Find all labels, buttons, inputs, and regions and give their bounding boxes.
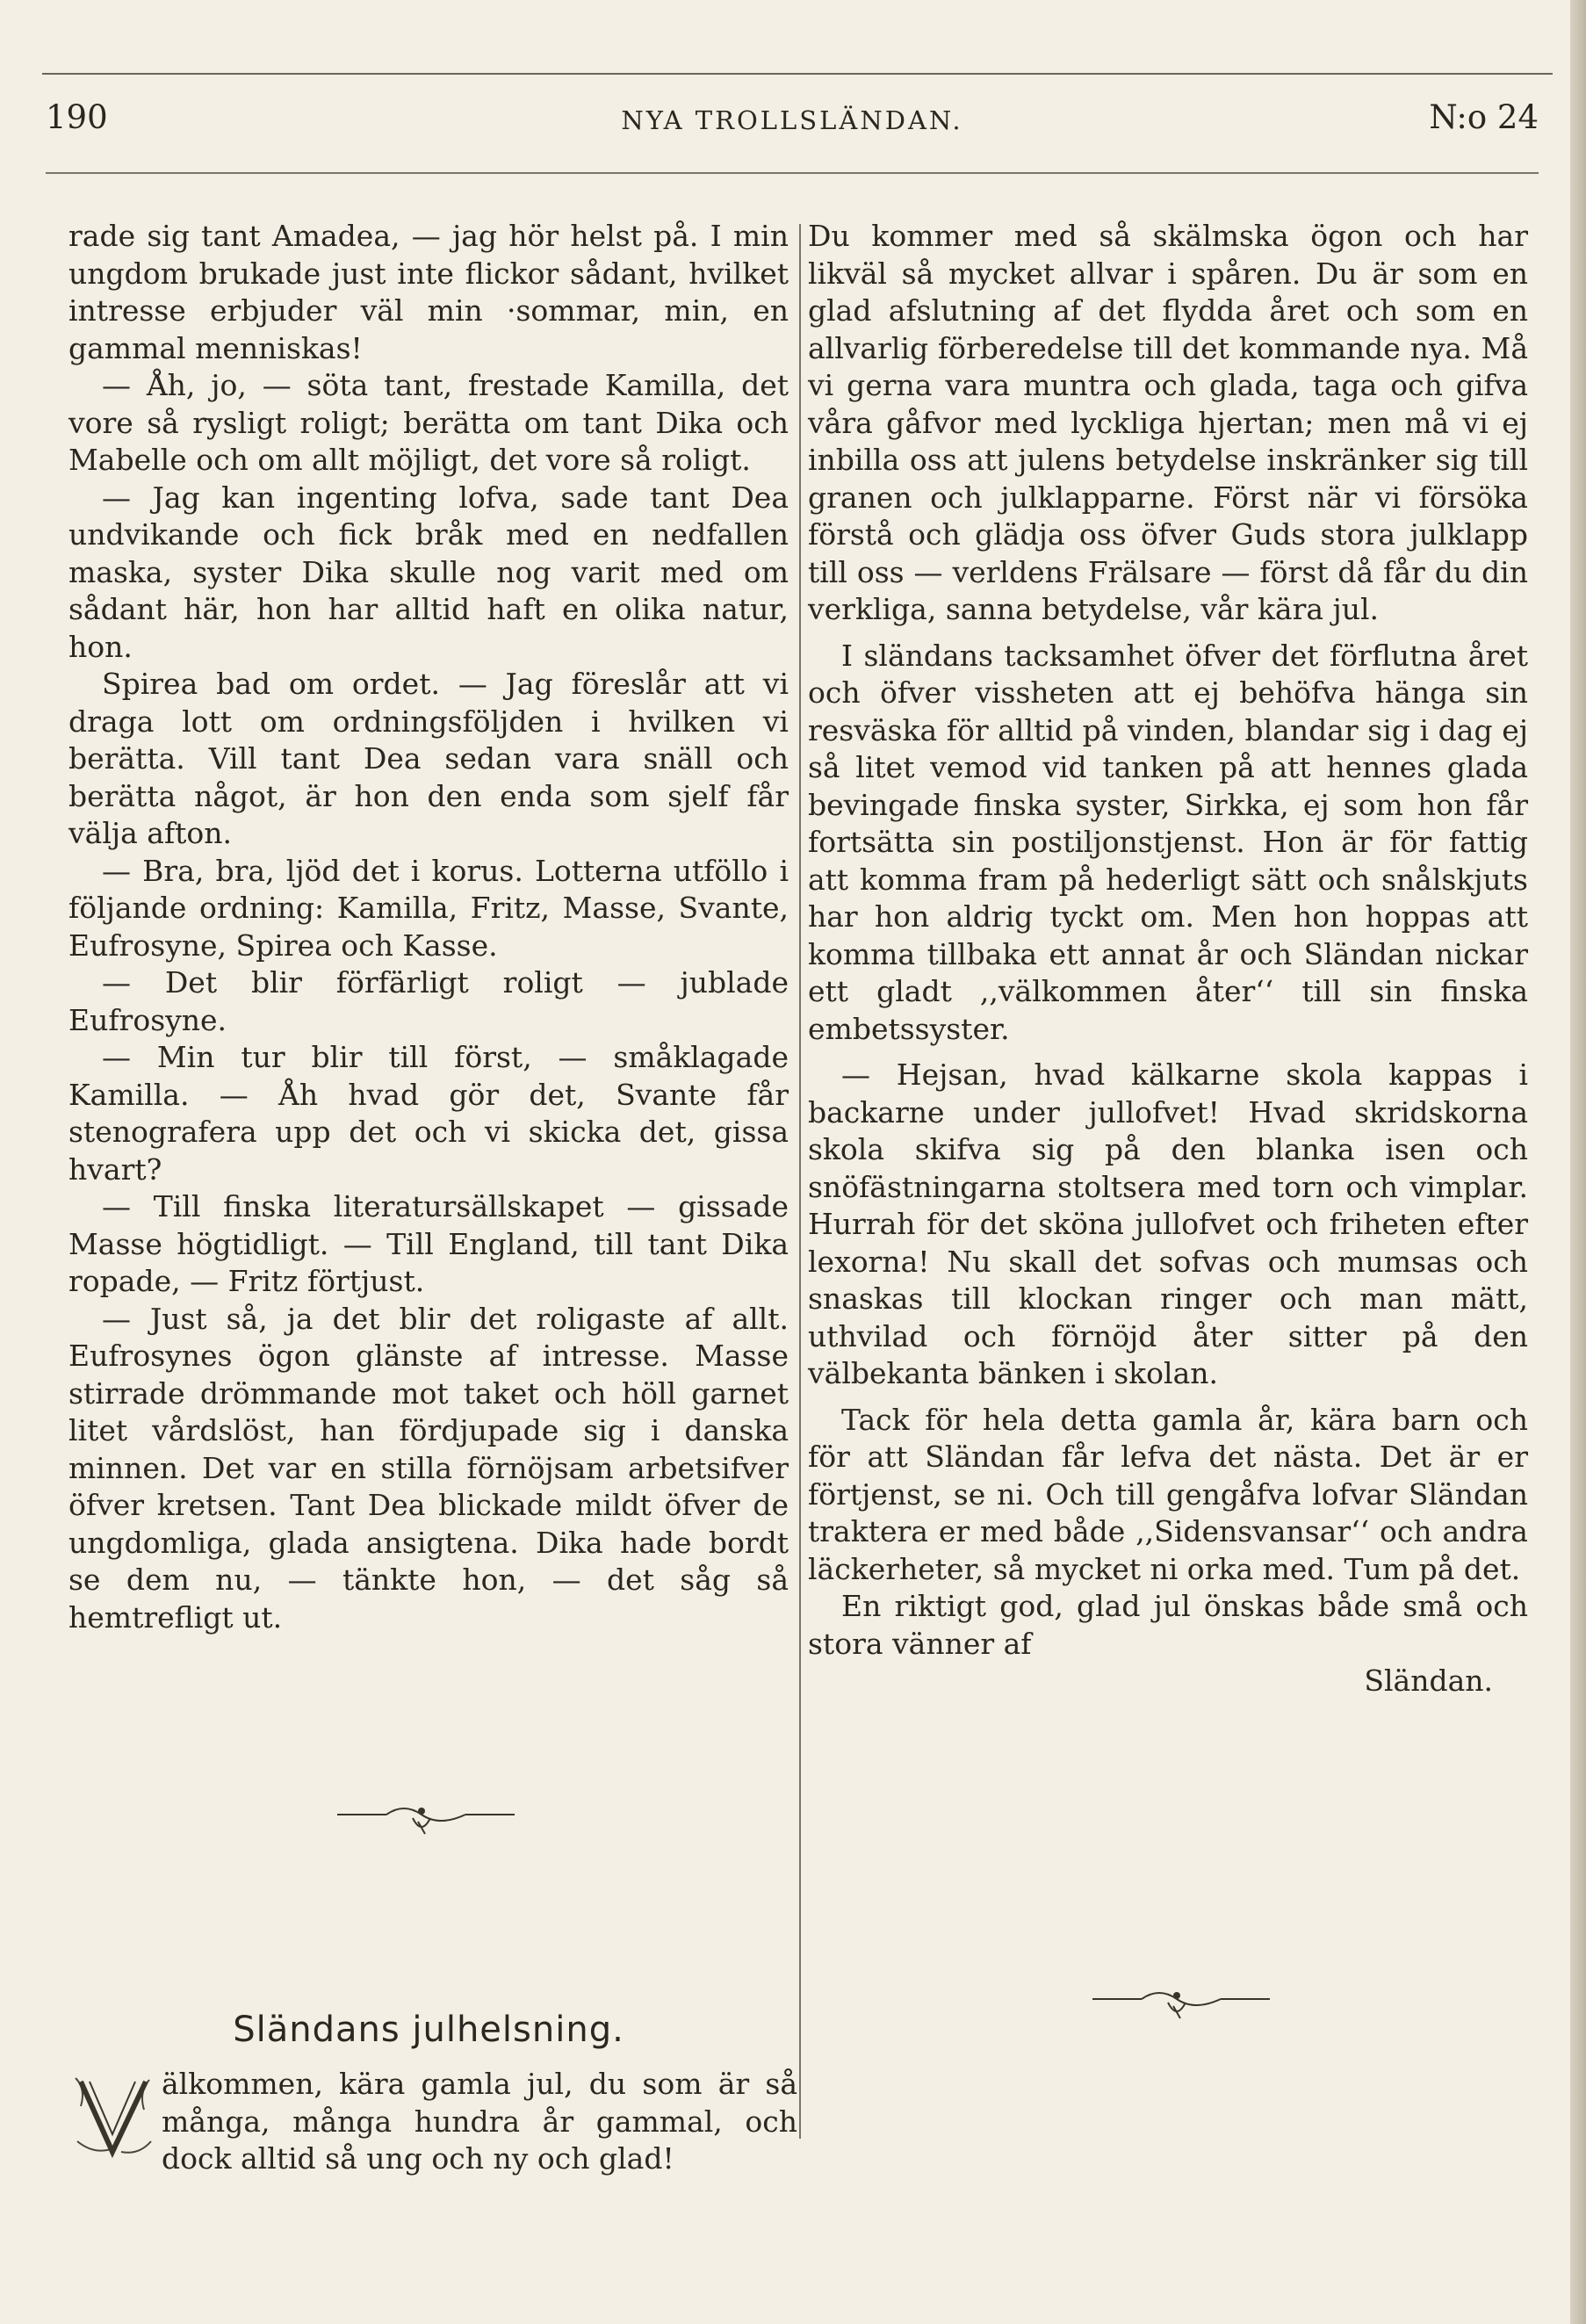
greeting-paragraph — [68, 2066, 797, 2178]
paragraph: rade sig tant Amadea, — jag hör helst på. I min ungdom brukade just inte flickor sådant, hvilket intresse erbjuder väl min ·sommar, min, en gammal menniskas! — [68, 219, 789, 365]
paragraph: — Hejsan, hvad kälkarne skola kappas i backarne under jullofvet! Hvad skridskorna skola skifva sig på den blanka isen och snöfästningarna stoltsera med torn och vimplar. Hurrah för det sköna jullofvet och friheten efter lexorna! Nu skall det sofvas och mumsas och snaskas till klockan ringer och man mätt, uthvilad och förnöjd åter sitter på den välbekanta bänken i skolan. — [808, 1057, 1528, 1390]
left-column — [68, 218, 789, 1636]
ornament-divider-icon — [334, 1799, 518, 1837]
paragraph: — Bra, bra, ljöd det i korus. Lotterna utföllo i följande ordning: Kamilla, Fritz, Masse, Svante, Eufrosyne, Spirea och Kasse. — [68, 853, 789, 963]
paragraph: Du kommer med så skälmska ögon och har likväl så mycket allvar i spåren. Du är som en glad afslutning af det flydda året och som en allvarlig förberedelse till det kommande nya. Må vi gerna vara muntra och glada, taga och gifva våra gåfvor med lyckliga hjertan; men må vi ej inbilla oss att julens betydelse inskränker sig till granen och julklapparne. Först när vi försöka förstå och glädja oss öfver Guds stora julklapp till oss — verldens Frälsare — först då får du din verkliga, sanna betydelse, vår kära jul. — [808, 219, 1528, 626]
journal-title: NYA TROLLSLÄNDAN. — [621, 105, 963, 135]
paragraph: I sländans tacksamhet öfver det förflutna året och öfver vissheten att ej behöfva hänga sin resväska för alltid på vinden, blandar sig i dag ej så litet vemod vid tanken på att hennes glada bevingade finska syster, Sirkka, ej som hon får fortsätta sin postiljonstjenst. Hon är för fattig att komma fram på hederligt sätt och snålskjuts har hon aldrig tyckt om. Men hon hoppas att komma tillbaka ett annat år och Sländan nickar ett gladt ,,välkommen åter‘‘ till sin finska embetssyster. — [808, 638, 1528, 1046]
greeting-text: älkommen, kära gamla jul, du som är så många, många hundra år gammal, och dock alltid så ung och ny och glad! — [162, 2067, 797, 2176]
section-heading: Sländans julhelsning. — [233, 2010, 624, 2050]
paragraph: — Det blir förfärligt roligt — jublade Eufrosyne. — [68, 965, 789, 1037]
ornament-divider-icon — [1089, 1983, 1273, 2022]
right-column — [808, 218, 1528, 1700]
paragraph: Spirea bad om ordet. — Jag föreslår att vi draga lott om ordningsföljden i hvilken vi berätta. Vill tant Dea sedan vara snäll och berätta något, är hon den enda som sjelf får välja afton. — [68, 667, 789, 850]
column-divider — [799, 224, 801, 2139]
paragraph: — Just så, ja det blir det roligaste af allt. Eufrosynes ögon glänste af intresse. Masse stirrade drömmande mot taket och höll garnet litet vårdslöst, han fördjupade sig i danska minnen. Det var en stilla förnöjsam arbetsifver öfver kretsen. Tant Dea blickade mildt öfver de ungdomliga, glada ansigtena. Dika hade bordt se dem nu, — tänkte hon, — det såg så hemtrefligt ut. — [68, 1301, 789, 1635]
page-number: 190 — [46, 98, 108, 136]
top-border-line — [42, 73, 1553, 75]
paragraph: — Min tur blir till först, — småklagade Kamilla. — Åh hvad gör det, Svante får stenografera upp det och vi skicka det, gissa hvart? — [68, 1040, 789, 1187]
signature: Sländan. — [1364, 1664, 1493, 1698]
paragraph: — Till finska literatursällskapet — gissade Masse högtidligt. — Till England, till tant Dika ropade, — Fritz förtjust. — [68, 1189, 789, 1298]
dropcap-v-icon — [68, 2071, 156, 2159]
paragraph: — Jag kan ingenting lofva, sade tant Dea undvikande och fick bråk med en nedfallen maska, syster Dika skulle nog varit med om sådant här, hon har alltid haft en olika natur, hon. — [68, 480, 789, 664]
paragraph: Tack för hela detta gamla år, kära barn och för att Sländan får lefva det nästa. Det är er förtjenst, se ni. Och till gengåfva lofvar Sländan traktera er med både ,,Sidensvansar‘‘ och andra läckerheter, så mycket ni orka med. Tum på det. — [808, 1402, 1528, 1586]
paragraph: — Åh, jo, — söta tant, frestade Kamilla, det vore så rysligt roligt; berätta om tant Dika och Mabelle och om allt möjligt, det vore så roligt. — [68, 368, 789, 477]
paragraph: En riktigt god, glad jul önskas både små och stora vänner af — [808, 1589, 1528, 1661]
page-header — [46, 98, 1539, 151]
page-edge — [1570, 0, 1586, 2324]
issue-number: N:o 24 — [1429, 98, 1539, 136]
header-rule — [46, 172, 1539, 174]
